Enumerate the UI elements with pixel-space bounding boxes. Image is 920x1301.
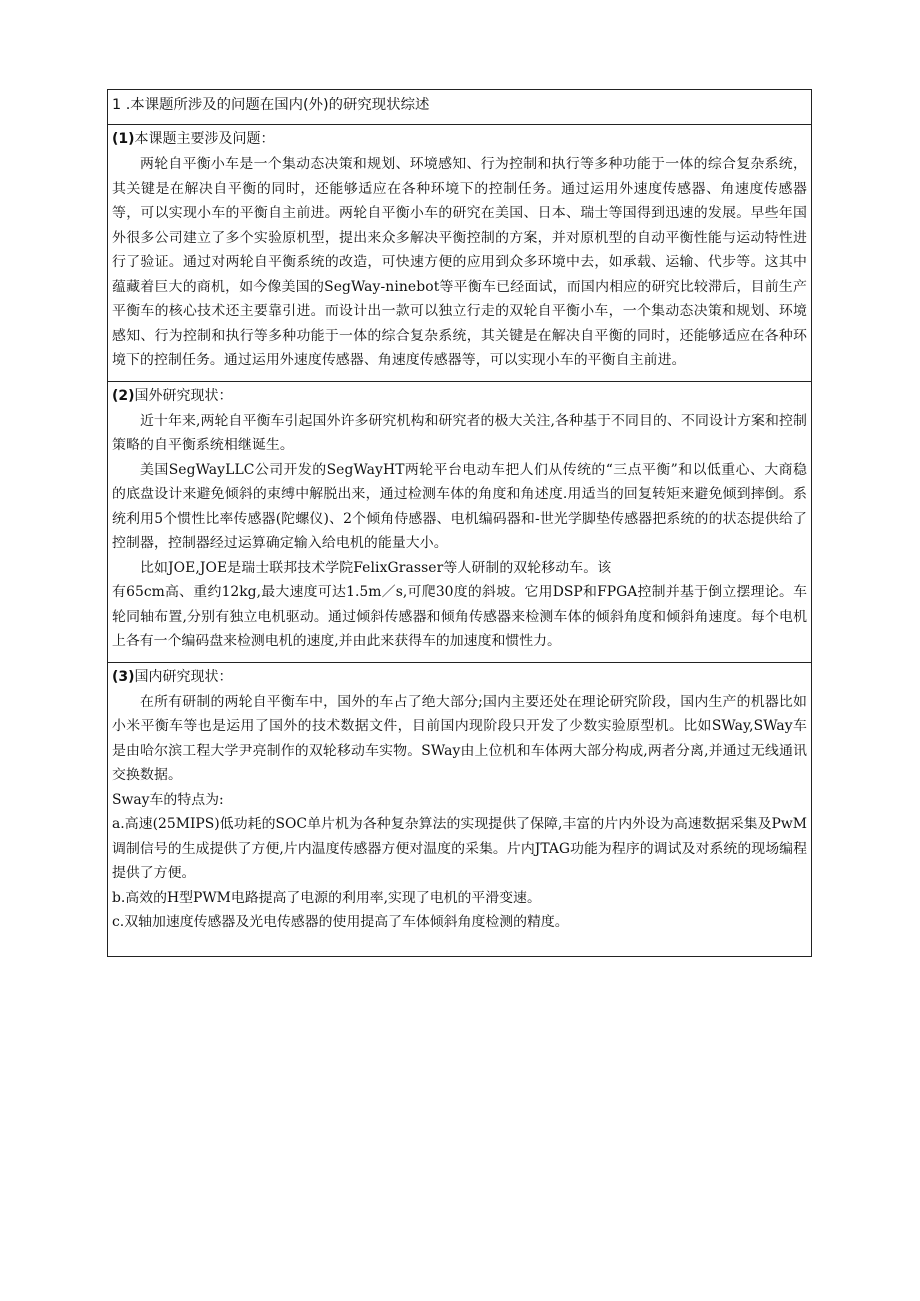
section-divider xyxy=(108,381,811,382)
section-domestic-research xyxy=(112,666,807,935)
section-heading-number: (3) xyxy=(112,668,135,685)
section-main-problems xyxy=(112,128,807,373)
section-divider xyxy=(108,662,811,663)
section-foreign-research xyxy=(112,385,807,654)
section-heading xyxy=(112,128,807,150)
paragraph: 在所有研制的两轮自平衡车中，国外的车占了绝大部分;国内主要还处在理论研究阶段，国内生产的机器比如小米平衡车等也是运用了国外的技术数据文件，目前国内现阶段只开发了少数实验原型机。比如SWay,SWay车是由哈尔滨工程大学尹亮制作的双轮移动车实物。SWay由上位机和车体两大部分构成,两者分离,并通过无线通讯交换数据。 xyxy=(112,693,807,783)
document-title: 1 .本课题所涉及的问题在国内(外)的研究现状综述 xyxy=(112,97,430,113)
section-heading-text: 国外研究现状： xyxy=(134,387,233,404)
list-item-b: b.高效的H型PWM电路提高了电源的利用率,实现了电机的平滑变速。 xyxy=(112,889,541,906)
section-heading xyxy=(112,666,807,688)
list-item-c: c.双轴加速度传感器及光电传感器的使用提高了车体倾斜角度检测的精度。 xyxy=(112,914,569,930)
list-item-a: a.高速(25MIPS)低功耗的SOC单片机为各种复杂算法的实现提供了保障,丰富的片内外设为高速数据采集及PwM调制信号的生成提供了方便,片内温度传感器方便对温度的采集。片内JTAG功能为程序的调试及对系统的现场编程提供了方便。 xyxy=(112,816,807,881)
list-intro: Sway车的特点为: xyxy=(112,791,224,808)
paragraph-continuation: 有65cm高、重约12kg,最大速度可达1.5m／s,可爬30度的斜坡。它用DSP和FPGA控制并基于倒立摆理论。车轮同轴布置,分别有独立电机驱动。通过倾斜传感器和倾角传感器来检测车体的倾斜角度和倾斜角速度。每个电机上各有一个编码盘来检测电机的速度,并由此来获得车的加速度和惯性力。 xyxy=(112,584,807,649)
section-heading xyxy=(112,385,807,407)
section-heading-text: 国内研究现状： xyxy=(134,668,233,685)
section-heading-number: (1) xyxy=(112,131,135,147)
section-divider xyxy=(108,124,811,125)
section-heading-text: 本课题主要涉及问题： xyxy=(134,131,275,147)
paragraph: 近十年来,两轮自平衡车引起国外许多研究机构和研究者的极大关注,各种基于不同目的、不同设计方案和控制策略的自平衡系统相继诞生。 xyxy=(112,412,807,453)
section-heading-number: (2) xyxy=(112,387,135,404)
paragraph: 两轮自平衡小车是一个集动态决策和规划、环境感知、行为控制和执行等多种功能于一体的综合复杂系统，其关键是在解决自平衡的同时，还能够适应在各种环境下的控制任务。通过运用外速度传感器、角速度传感器等，可以实现小车的平衡自主前进。两轮自平衡小车的研究在美国、日本、瑞士等国得到迅速的发展。早些年国外很多公司建立了多个实验原机型，提出来众多解决平衡控制的方案，并对原机型的自动平衡性能与运动特性进行了验证。通过对两轮自平衡系统的改造，可快速方便的应用到众多环境中去，如承载、运输、代步等。这其中蕴藏着巨大的商机，如今像美国的SegWay-ninebot等平衡车已经面试，而国内相应的研究比较滞后，目前生产平衡车的核心技术还主要靠引进。而设计出一款可以独立行走的双轮自平衡小车，一个集动态决策和规划、环境感知、行为控制和执行等多种功能于一体的综合复杂系统，其关键是在解决自平衡的同时，还能够适应在各种环境下的控制任务。通过运用外速度传感器、角速度传感器等，可以实现小车的平衡自主前进。 xyxy=(112,156,807,368)
document-frame xyxy=(107,89,812,957)
paragraph: 美国SegWayLLC公司开发的SegWayHT两轮平台电动车把人们从传统的“三点平衡”和以低重心、大商稳的底盘设计来避免倾斜的束缚中解脱出来，通过检测车体的角度和角述度.用适当的回复转矩来避免倾到摔倒。系统利用5个惯性比率传感器(陀螺仪)、2个倾角侍感器、电机编码器和-世光学脚垫传感器把系统的的状态提供给了控制器，控制器经过运算确定输入给电机的能量大小。 xyxy=(112,461,807,551)
paragraph: 比如JOE,JOE是瑞士联邦技术学院FelixGrasser等人研制的双轮移动车。该 xyxy=(140,559,612,576)
